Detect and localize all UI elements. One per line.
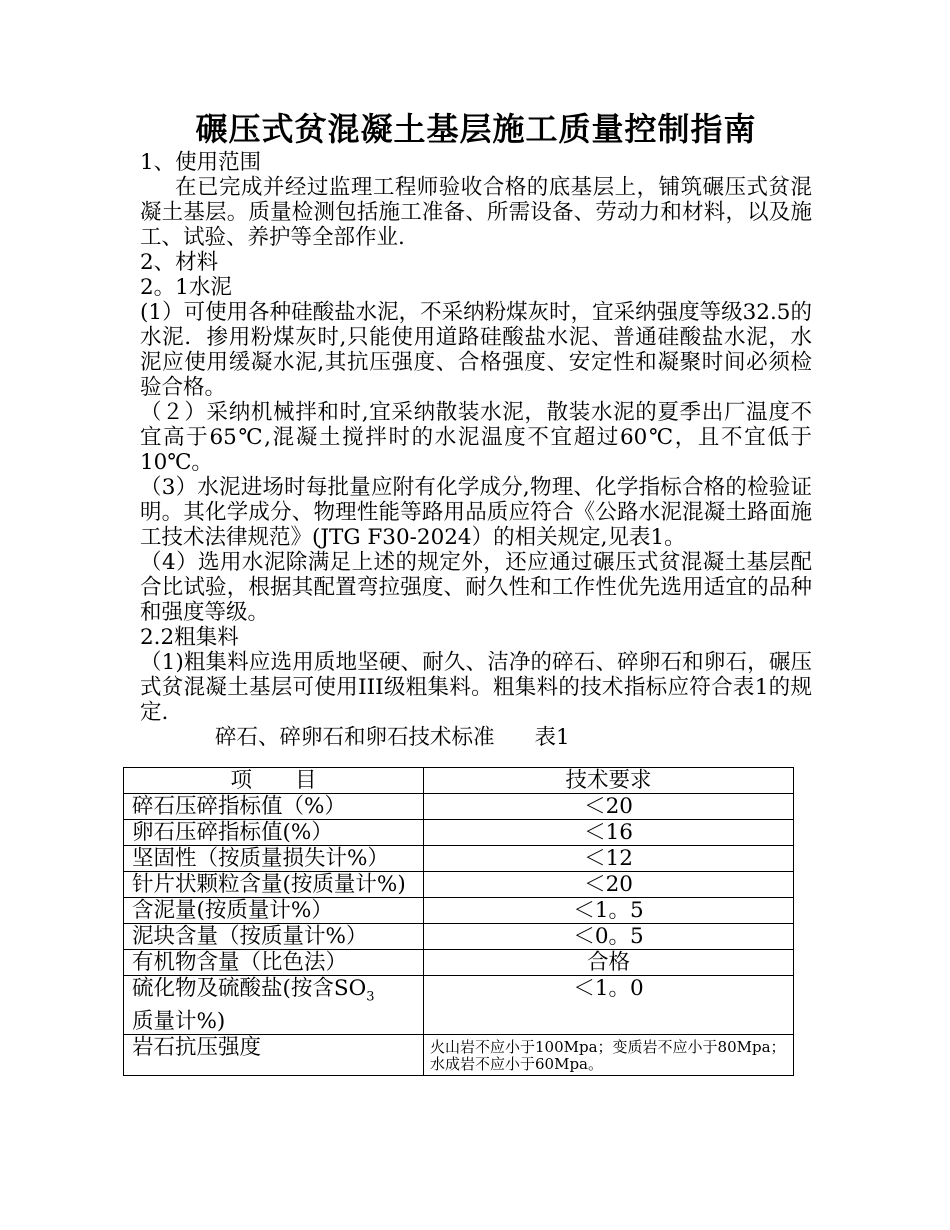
aggregate-paragraph-1: （1)粗集料应选用质地坚硬、耐久、洁净的碎石、碎卵石和卵石，碾压式贫混凝土基层可使用III级粗集料。粗集料的技术指标应符合表1的规定.: [140, 650, 812, 725]
row-item: 有机物含量（比色法）: [124, 950, 424, 976]
row-requirement: ＜1。0: [424, 976, 794, 1035]
row-requirement: 合格: [424, 950, 794, 976]
row-item-text-pre: 硫化物及硫酸盐(按含SO: [132, 976, 367, 1001]
cement-paragraph-4: （4）选用水泥除满足上述的规定外，还应通过碾压式贫混凝土基层配合比试验，根据其配置弯拉强度、耐久性和工作性优先选用适宜的品种和强度等级。: [140, 550, 812, 625]
section-2-1-heading: 2。1水泥: [140, 275, 232, 300]
row-item: 泥块含量（按质量计%）: [124, 924, 424, 950]
table-row: [124, 846, 794, 872]
section-2-2-heading: 2.2粗集料: [140, 625, 239, 650]
row-requirement: ＜0。5: [424, 924, 794, 950]
row-requirement: ＜20: [424, 872, 794, 898]
table-row: [124, 924, 794, 950]
row-item: [124, 976, 424, 1035]
row-item-subscript: 3: [366, 989, 375, 1005]
cement-paragraph-1: (1）可使用各种硅酸盐水泥，不采纳粉煤灰时，宜采纳强度等级32.5的水泥．掺用粉煤灰时,只能使用道路硅酸盐水泥、普通硅酸盐水泥，水泥应使用缓凝水泥,其抗压强度、合格强度、安定性和凝聚时间必须检验合格。: [140, 300, 812, 400]
table-row: [124, 820, 794, 846]
row-item: 含泥量(按质量计%）: [124, 898, 424, 924]
row-requirement: ＜12: [424, 846, 794, 872]
document-page: [140, 108, 812, 750]
cement-paragraph-3: （3）水泥进场时每批量应附有化学成分,物理、化学指标合格的检验证明。其化学成分、物理性能等路用品质应符合《公路水泥混凝土路面施工技术法律规范》(JTG F30-2024）的相关规定,见表1。: [140, 475, 812, 550]
row-requirement: ＜1。5: [424, 898, 794, 924]
row-item: 坚固性（按质量损失计%）: [124, 846, 424, 872]
section-2-heading: 2、材料: [140, 250, 219, 275]
row-requirement: ＜20: [424, 794, 794, 820]
table-row: [124, 898, 794, 924]
cement-paragraph-2: （２）采纳机械拌和时,宜采纳散装水泥，散装水泥的夏季出厂温度不宜高于65℃,混凝土搅拌时的水泥温度不宜超过60℃，且不宜低于10℃。: [140, 400, 812, 475]
header-requirement: 技术要求: [424, 768, 794, 794]
header-item: 项 目: [124, 768, 424, 794]
row-requirement: ＜16: [424, 820, 794, 846]
row-item-text-post: 质量计%): [132, 1009, 226, 1035]
table-row: [124, 794, 794, 820]
section-1-heading: 1、使用范围: [140, 150, 262, 175]
document-title: 碾压式贫混凝土基层施工质量控制指南: [195, 110, 757, 148]
table-caption: [140, 725, 812, 750]
table-row: [124, 950, 794, 976]
table-number: 表1: [534, 725, 570, 750]
row-item: 岩石抗压强度: [124, 1035, 424, 1076]
row-requirement: 火山岩不应小于100Mpa；变质岩不应小于80Mpa；水成岩不应小于60Mpa。: [424, 1035, 794, 1076]
aggregate-spec-table: [123, 767, 794, 1076]
row-item: 卵石压碎指标值(%）: [124, 820, 424, 846]
table-row: [124, 1035, 794, 1076]
row-item: 针片状颗粒含量(按质量计%): [124, 872, 424, 898]
table-row: [124, 872, 794, 898]
table-row: [124, 976, 794, 1035]
table-header-row: [124, 768, 794, 794]
row-item: 碎石压碎指标值（%）: [124, 794, 424, 820]
table-caption-text: 碎石、碎卵石和卵石技术标准: [215, 725, 495, 750]
section-1-text: 在已完成并经过监理工程师验收合格的底基层上，铺筑碾压式贫混凝土基层。质量检测包括施工准备、所需设备、劳动力和材料，以及施工、试验、养护等全部作业.: [140, 175, 812, 250]
